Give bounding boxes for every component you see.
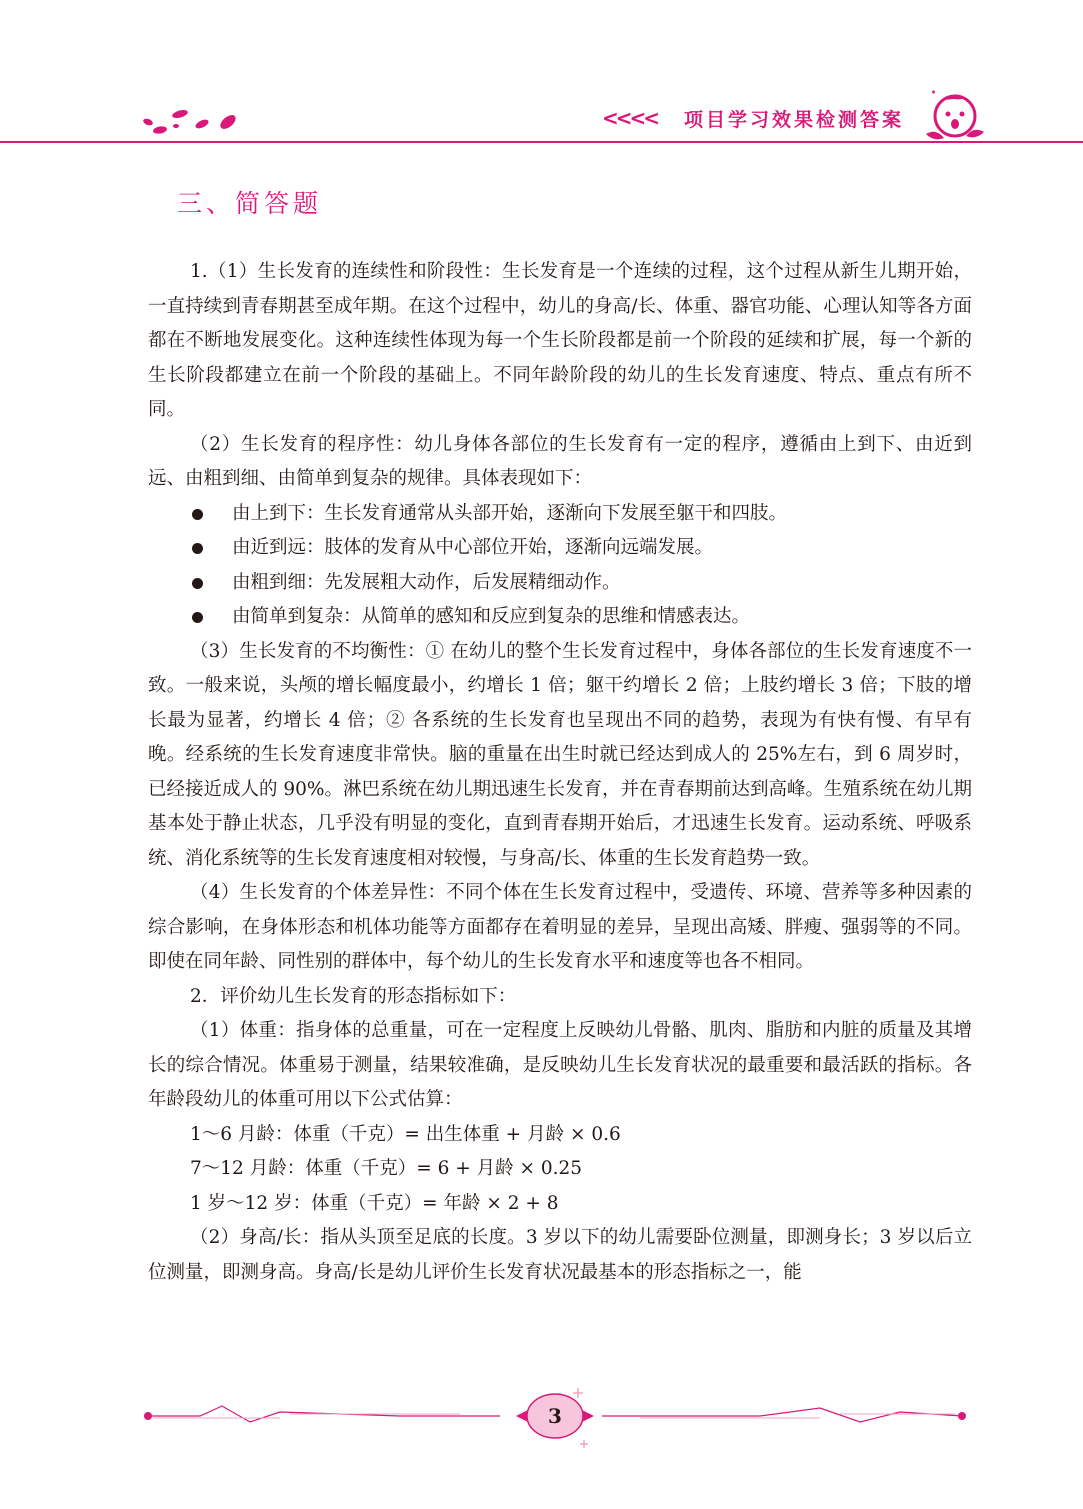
header-divider <box>0 141 1083 143</box>
paragraph-1: 1.（1）生长发育的连续性和阶段性：生长发育是一个连续的过程，这个过程从新生儿期开始，一直持续到青春期甚至成年期。在这个过程中，幼儿的身高/长、体重、器官功能、心理认知等各方面都在不断地发展变化。这种连续性体现为每一个生长阶段都是前一个阶段的延续和扩展，每一个新的生长阶段都建立在前一个阶段的基础上。不同年龄阶段的幼儿的生长发育速度、特点、重点有所不同。 <box>148 261 972 420</box>
header-petals-decoration <box>140 100 250 136</box>
header-title: 项目学习效果检测答案 <box>684 109 905 131</box>
bullet-text: 由简单到复杂：从简单的感知和反应到复杂的思维和情感表达。 <box>232 606 751 627</box>
formula-line: 7～12 月龄：体重（千克）= 6 + 月龄 × 0.25 <box>190 1158 583 1179</box>
bullet-text: 由近到远：肢体的发育从中心部位开始，逐渐向远端发展。 <box>232 537 714 558</box>
paragraph-3: （3）生长发育的不均衡性：① 在幼儿的整个生长发育过程中，身体各部位的生长发育速度不一致。一般来说，头颅的增长幅度最小，约增长 1 倍；躯干约增长 2 倍；上肢约增长 3 倍；下肢的增长最为显著，约增长 4 倍；② 各系统的生长发育也呈现出不同的趋势，表现为有快有慢、有早有晚。经系统的生长发育速度非常快。脑的重量在出生时就已经达到成人的 25%左右，到 6 周岁时，已经接近成人的 90%。淋巴系统在幼儿期迅速生长发育，并在青春期前达到高峰。生殖系统在幼儿期基本处于静止状态，几乎没有明显的变化，直到青春期开始后，才迅速生长发育。运动系统、呼吸系统、消化系统等的生长发育速度相对较慢，与身高/长、体重的生长发育趋势一致。 <box>148 640 973 869</box>
main-content <box>148 255 972 1290</box>
bullet-dot-icon <box>192 612 203 623</box>
bullet-item <box>148 531 972 566</box>
paragraph-7: （2）身高/长：指从头顶至足底的长度。3 岁以下的幼儿需要卧位测量，即测身长；3 岁以后立位测量，即测身高。身高/长是幼儿评价生长发育状况最基本的形态指标之一，能 <box>148 1227 972 1283</box>
paragraph-4: （4）生长发育的个体差异性：不同个体在生长发育过程中，受遗传、环境、营养等多种因素的综合影响，在身体形态和机体功能等方面都存在着明显的差异，呈现出高矮、胖瘦、强弱等的不同。即使在同年龄、同性别的群体中，每个幼儿的生长发育水平和速度等也各不相同。 <box>148 882 972 972</box>
bullet-text: 由上到下：生长发育通常从头部开始，逐渐向下发展至躯干和四肢。 <box>232 502 788 524</box>
paragraph-5: 2．评价幼儿生长发育的形态指标如下： <box>190 985 517 1007</box>
section-title: 三、简答题 <box>177 189 323 218</box>
paragraph-2: （2）生长发育的程序性：幼儿身体各部位的生长发育有一定的程序，遵循由上到下、由近到远、由粗到细、由简单到复杂的规律。具体表现如下： <box>148 433 972 489</box>
bullet-item <box>148 497 972 532</box>
bullet-dot-icon <box>192 578 203 589</box>
bullet-item <box>148 566 972 601</box>
formula-line: 1～6 月龄：体重（千克）= 出生体重 + 月龄 × 0.6 <box>190 1123 621 1145</box>
bullet-item <box>148 600 972 635</box>
bullet-dot-icon <box>192 509 203 520</box>
formula-line: 1 岁～12 岁：体重（千克）= 年龄 × 2 + 8 <box>190 1192 559 1214</box>
paragraph-6: （1）体重：指身体的总重量，可在一定程度上反映幼儿骨骼、肌肉、脂肪和内脏的质量及其增长的综合情况。体重易于测量，结果较准确，是反映幼儿生长发育状况的最重要和最活跃的指标。各年龄段幼儿的体重可用以下公式估算： <box>148 1020 972 1110</box>
page-number: 3 <box>548 1404 562 1428</box>
bullet-text: 由粗到细：先发展粗大动作，后发展精细动作。 <box>232 571 621 593</box>
bullet-dot-icon <box>192 543 203 554</box>
header-arrows: <<<< <box>602 106 658 130</box>
baby-face-icon <box>922 84 984 146</box>
